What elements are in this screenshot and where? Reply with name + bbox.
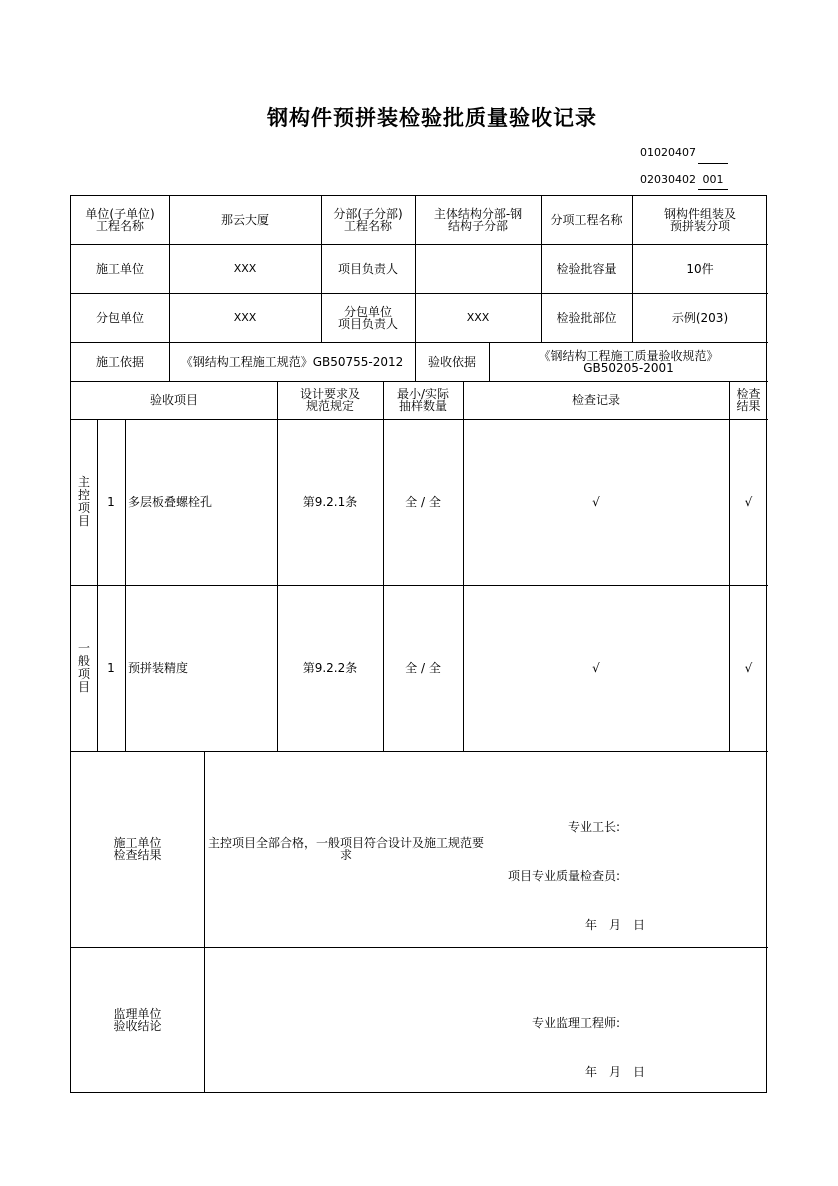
construction-basis-value: 《钢结构工程施工规范》GB50755-2012: [180, 354, 404, 369]
batch-capacity-label: 检验批容量: [556, 261, 617, 276]
header-result: 检查 结果: [736, 387, 761, 413]
general-item-record: √: [592, 661, 600, 675]
supervisor-date: 年 月 日: [585, 1065, 646, 1079]
contractor-check-text: 主控项目全部合格，一般项目符合设计及施工规范要 求: [207, 836, 484, 862]
serial-number: 001: [702, 173, 724, 186]
project-manager-label: 项目负责人: [337, 261, 398, 276]
contractor-label: 施工单位: [95, 261, 144, 276]
general-item-sample: 全 / 全: [405, 661, 441, 675]
supervising-engineer-label: 专业监理工程师:: [532, 1016, 621, 1030]
acceptance-basis-label: 验收依据: [427, 354, 476, 369]
main-item-result: √: [744, 495, 753, 509]
sub-manager-value: XXX: [466, 310, 490, 324]
main-items-label: 主控项目: [77, 475, 90, 528]
general-item-result: √: [744, 661, 753, 675]
page-title: 钢构件预拼装检验批质量验收记录: [267, 105, 597, 130]
general-item-clause: 第9.2.2条: [302, 661, 358, 675]
contractor-date: 年 月 日: [585, 918, 646, 932]
form-code-2: 02030402: [640, 173, 696, 186]
sub-manager-label: 分包单位 项目负责人: [337, 304, 398, 331]
contractor-value: XXX: [233, 261, 257, 275]
header-sample: 最小/实际 抽样数量: [396, 387, 450, 413]
division-name-label: 分部(子分部) 工程名称: [333, 207, 403, 233]
foreman-signature-label: 专业工长:: [568, 820, 621, 834]
form-code-1: 01020407: [640, 146, 696, 159]
unit-name-label: 单位(子单位) 工程名称: [85, 207, 155, 233]
inspection-table: [70, 195, 767, 1093]
contractor-check-label: 施工单位 检查结果: [113, 836, 162, 862]
general-items-group: [71, 585, 97, 751]
subcontractor-label: 分包单位: [95, 310, 144, 325]
general-item-name: 预拼装精度: [128, 661, 189, 675]
subitem-name-label: 分项工程名称: [550, 213, 623, 227]
project-manager-value: [415, 244, 541, 293]
header-design: 设计要求及 规范规定: [299, 387, 360, 413]
division-name-value: 主体结构分部-钢 结构子分部: [433, 207, 523, 233]
supervisor-conclusion-label: 监理单位 验收结论: [113, 1007, 162, 1033]
quality-inspector-label: 项目专业质量检查员:: [508, 869, 621, 883]
general-items-label: 一般项目: [77, 641, 90, 694]
batch-location-value: 示例(203): [671, 310, 729, 325]
batch-capacity-value: 10件: [686, 261, 714, 276]
general-item-no: 1: [107, 661, 115, 675]
main-item-no: 1: [107, 495, 115, 509]
header-item: 验收项目: [149, 393, 198, 407]
code-underline-2: [698, 189, 728, 190]
batch-location-label: 检验批部位: [556, 310, 617, 325]
header-record: 检查记录: [571, 393, 620, 407]
main-item-clause: 第9.2.1条: [302, 495, 358, 509]
main-item-name: 多层板叠螺栓孔: [128, 495, 213, 509]
main-items-group: [71, 419, 97, 585]
main-item-record: √: [592, 495, 600, 509]
col-divider: [204, 751, 205, 1093]
subcontractor-value: XXX: [233, 310, 257, 324]
code-underline-1: [698, 163, 728, 164]
unit-name-value: 那云大厦: [220, 213, 269, 227]
construction-basis-label: 施工依据: [95, 354, 144, 369]
main-item-sample: 全 / 全: [405, 495, 441, 509]
subitem-name-value: 钢构件组装及 预拼装分项: [663, 207, 736, 233]
acceptance-basis-value: 《钢结构工程施工质量验收规范》 GB50205-2001: [538, 348, 719, 375]
